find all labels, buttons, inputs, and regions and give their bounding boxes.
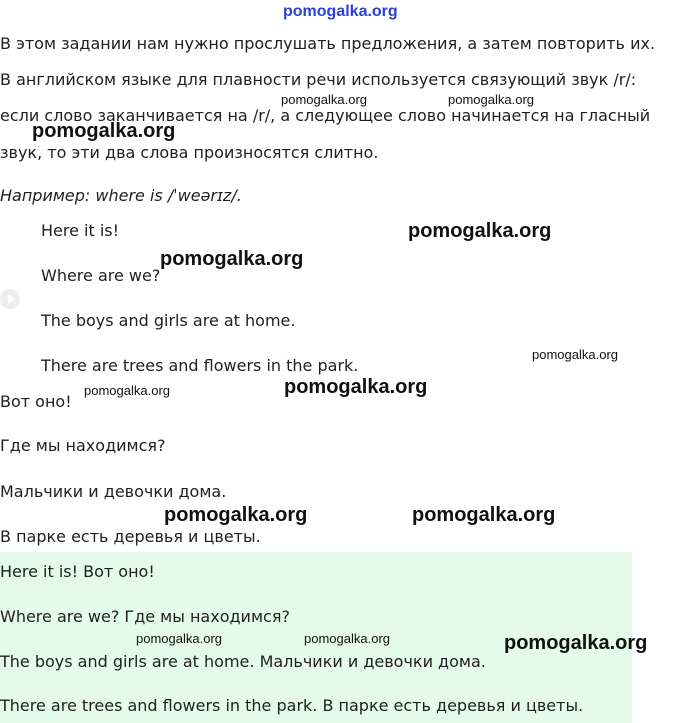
- watermark: pomogalka.org: [160, 248, 304, 270]
- watermark: pomogalka.org: [412, 504, 556, 526]
- watermark: pomogalka.org: [304, 631, 390, 646]
- intro-example: Например: where is /ˈweərɪz/.: [0, 186, 242, 205]
- answer-3: The boys and girls are at home. Мальчики и девочки дома.: [0, 652, 486, 671]
- watermark: pomogalka.org: [284, 376, 428, 398]
- example-1: Here it is!: [41, 221, 120, 240]
- translation-3: Мальчики и девочки дома.: [0, 482, 227, 501]
- translation-4: В парке есть деревья и цветы.: [0, 527, 261, 546]
- example-4: There are trees and flowers in the park.: [41, 356, 359, 375]
- intro-line-1: В этом задании нам нужно прослушать предложения, а затем повторить их.: [0, 34, 656, 53]
- translation-2: Где мы находимся?: [0, 436, 166, 455]
- answer-1: Here it is! Вот оно!: [0, 562, 155, 581]
- watermark-top: pomogalka.org: [283, 3, 398, 20]
- intro-line-4: звук, то эти два слова произносятся слитно.: [0, 143, 379, 162]
- watermark: pomogalka.org: [84, 383, 170, 398]
- watermark: pomogalka.org: [281, 92, 367, 107]
- example-2: Where are we?: [41, 266, 161, 285]
- play-button[interactable]: [0, 289, 20, 309]
- intro-line-2: В английском языке для плавности речи используется связующий звук /r/:: [0, 70, 637, 89]
- watermark: pomogalka.org: [448, 92, 534, 107]
- watermark: pomogalka.org: [532, 347, 618, 362]
- answer-2: Where are we? Где мы находимся?: [0, 607, 290, 626]
- watermark: pomogalka.org: [504, 632, 648, 654]
- translation-1: Вот оно!: [0, 392, 72, 411]
- watermark: pomogalka.org: [136, 631, 222, 646]
- watermark: pomogalka.org: [408, 220, 552, 242]
- watermark: pomogalka.org: [32, 120, 176, 142]
- answer-4: There are trees and flowers in the park. В парке есть деревья и цветы.: [0, 696, 584, 715]
- watermark: pomogalka.org: [164, 504, 308, 526]
- example-3: The boys and girls are at home.: [41, 311, 296, 330]
- intro-line-3: если слово заканчивается на /r/, а следующее слово начинается на гласный: [0, 106, 651, 125]
